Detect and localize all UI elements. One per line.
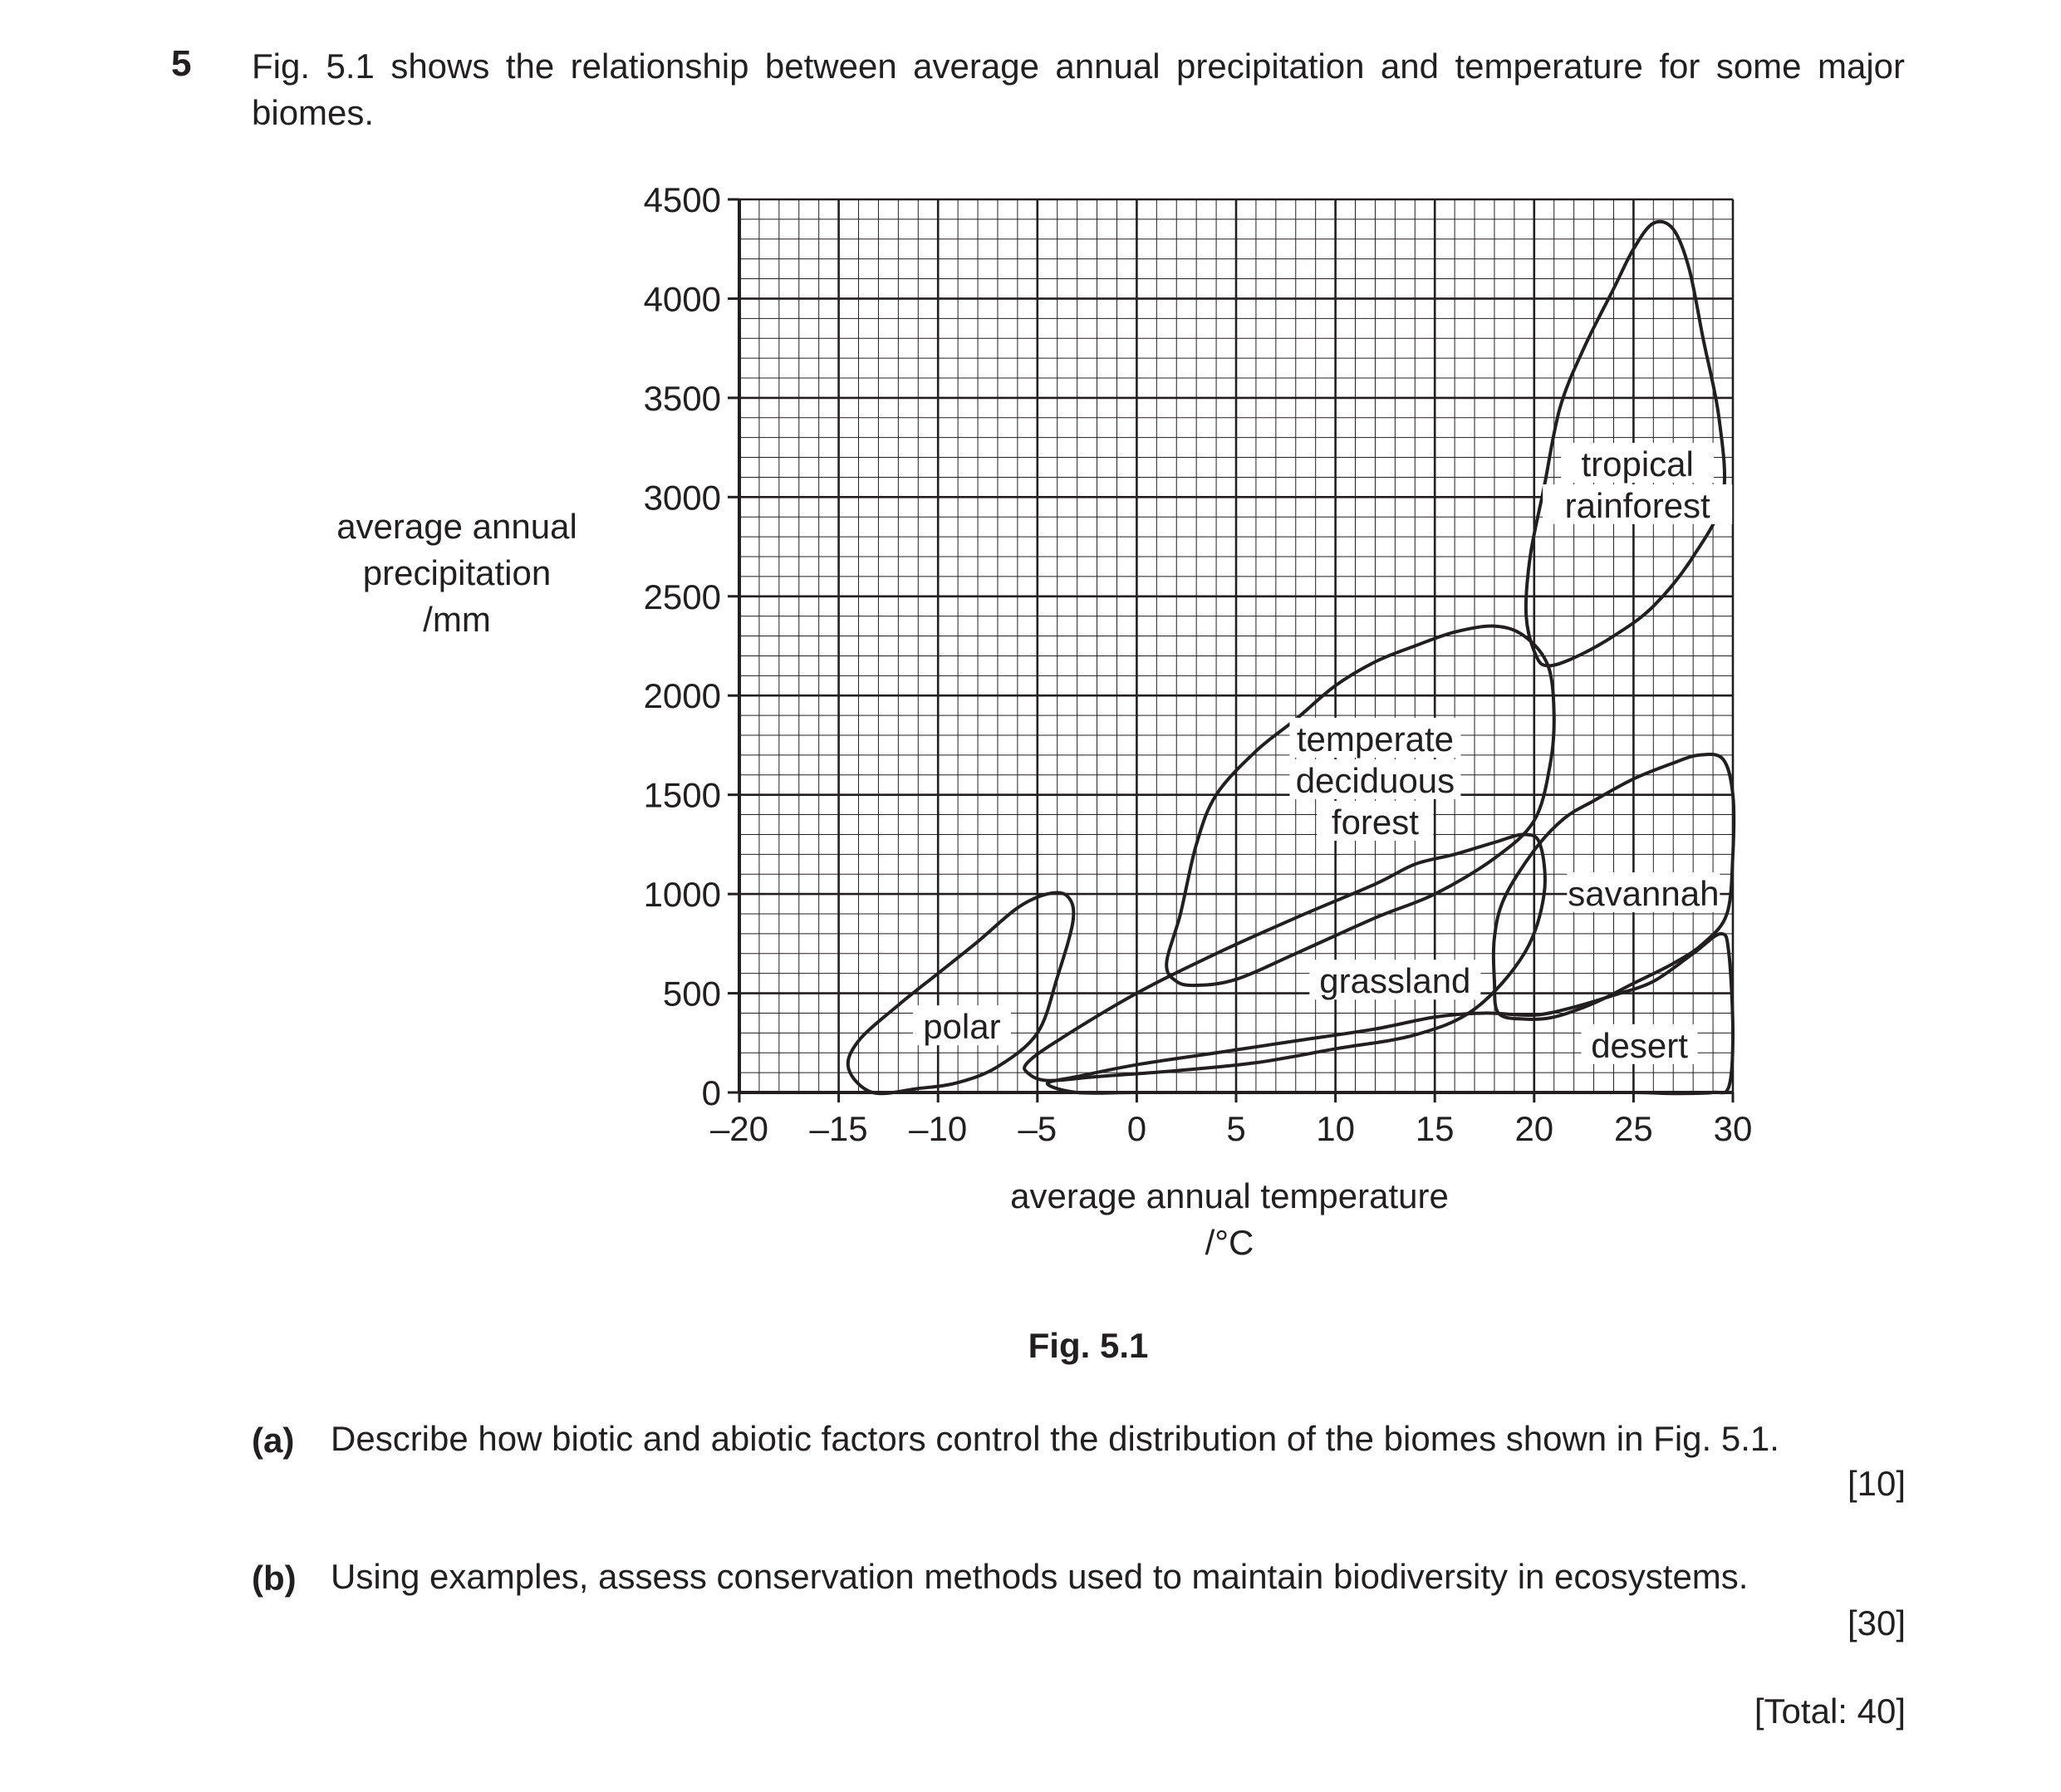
y-tick-label: 3000 (643, 478, 721, 518)
x-tick-label: 0 (1126, 1109, 1147, 1148)
y-tick-label: 1000 (643, 875, 721, 915)
region-label-polar: polar (923, 1007, 1001, 1047)
part-b-label: (b) (252, 1559, 297, 1598)
y-tick-label: 2000 (643, 676, 721, 716)
region-label-savannah: savannah (1568, 874, 1720, 914)
y-tick-label: 4500 (643, 180, 721, 219)
y-tick-label: 500 (662, 974, 721, 1014)
region-label-tropical-rainforest: rainforest (1564, 486, 1710, 525)
part-b-text: Using examples, assess conservation methods used to maintain biodiversity in ecosystems. (331, 1557, 1749, 1596)
y-axis-label-line-2: precipitation (362, 553, 552, 592)
part-a-marks: [10] (1847, 1464, 1906, 1503)
y-tick-label: 0 (701, 1073, 721, 1112)
y-tick-label: 4000 (643, 279, 721, 319)
part-a-text: Describe how biotic and abiotic factors control the distribution of the biomes shown in Fig. 5.1. (331, 1419, 1779, 1458)
total-marks: [Total: 40] (1754, 1691, 1906, 1731)
y-tick-label: 2500 (643, 577, 721, 616)
part-a-label: (a) (252, 1421, 295, 1460)
x-axis-label (947, 1173, 1512, 1266)
x-tick-label: 10 (1316, 1109, 1355, 1148)
x-tick-label: 25 (1614, 1109, 1653, 1148)
region-label-temperate-deciduous-forest: forest (1331, 802, 1419, 842)
x-tick-label: 30 (1713, 1109, 1753, 1148)
x-tick-label: 5 (1226, 1109, 1246, 1148)
question-number: 5 (171, 43, 192, 84)
region-label-temperate-deciduous-forest: deciduous (1295, 760, 1455, 800)
question-stem: Fig. 5.1 shows the relationship between average annual precipitation and temperature for some major biomes. (252, 47, 1905, 132)
y-tick-label: 1500 (643, 775, 721, 815)
region-label-tropical-rainforest: tropical (1581, 444, 1694, 484)
x-tick-label: –20 (709, 1109, 769, 1148)
x-axis-label-line-1: average annual temperature (1010, 1176, 1449, 1215)
x-tick-label: –15 (809, 1109, 868, 1148)
part-b-marks: [30] (1847, 1603, 1906, 1642)
figure-caption: Fig. 5.1 (1028, 1326, 1149, 1365)
x-tick-label: 20 (1514, 1109, 1554, 1148)
x-tick-label: –5 (1018, 1109, 1057, 1148)
x-axis-label-line-2: /°C (1205, 1223, 1254, 1262)
region-label-desert: desert (1591, 1025, 1688, 1065)
x-tick-label: –10 (909, 1109, 968, 1148)
region-label-grassland: grassland (1319, 961, 1471, 1001)
region-desert (1048, 934, 1733, 1093)
y-tick-label: 3500 (643, 378, 721, 418)
x-tick-label: 15 (1415, 1109, 1455, 1148)
y-axis-label-line-1: average annual (336, 507, 577, 546)
region-label-temperate-deciduous-forest: temperate (1296, 719, 1454, 759)
y-axis-label-line-3: /mm (423, 600, 491, 639)
